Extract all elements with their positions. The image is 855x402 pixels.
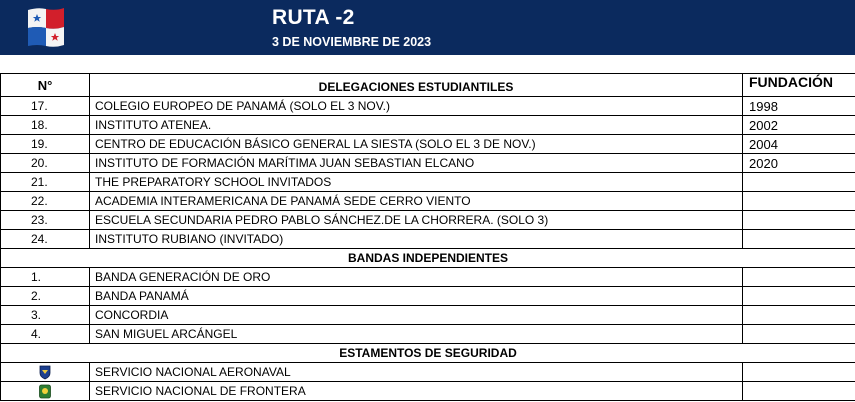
row-number: 1. <box>1 268 90 287</box>
table-row <box>1 154 855 173</box>
table-row <box>1 363 855 382</box>
table-row <box>1 268 855 287</box>
founded-year <box>743 192 855 211</box>
delegation-name: SERVICIO NACIONAL AERONAVAL <box>90 363 743 382</box>
founded-year <box>743 287 855 306</box>
founded-year: 2002 <box>743 116 855 135</box>
delegation-name: INSTITUTO ATENEA. <box>90 116 743 135</box>
delegation-name: INSTITUTO DE FORMACIÓN MARÍTIMA JUAN SEBASTIAN ELCANO <box>90 154 743 173</box>
table-row <box>1 116 855 135</box>
bands-section-row <box>1 249 855 268</box>
security-section-title: ESTAMENTOS DE SEGURIDAD <box>1 344 855 363</box>
frontera-emblem-icon <box>38 384 52 399</box>
delegation-name: CONCORDIA <box>90 306 743 325</box>
table-row <box>1 97 855 116</box>
delegation-name: THE PREPARATORY SCHOOL INVITADOS <box>90 173 743 192</box>
emblem-cell <box>1 382 90 401</box>
delegation-name: INSTITUTO RUBIANO (INVITADO) <box>90 230 743 249</box>
row-number: 3. <box>1 306 90 325</box>
delegation-name: COLEGIO EUROPEO DE PANAMÁ (SOLO EL 3 NOV.) <box>90 97 743 116</box>
delegation-name: SERVICIO NACIONAL DE FRONTERA <box>90 382 743 401</box>
page-title: RUTA -2 <box>272 6 355 29</box>
table-row <box>1 173 855 192</box>
table-row <box>1 382 855 401</box>
delegation-name: ESCUELA SECUNDARIA PEDRO PABLO SÁNCHEZ.DE LA CHORRERA. (SOLO 3) <box>90 211 743 230</box>
page-date: 3 DE NOVIEMBRE DE 2023 <box>272 35 432 49</box>
table-row <box>1 192 855 211</box>
founded-year: 1998 <box>743 97 855 116</box>
table-row <box>1 287 855 306</box>
delegation-name: BANDA GENERACIÓN DE ORO <box>90 268 743 287</box>
founded-year <box>743 268 855 287</box>
delegation-name: ACADEMIA INTERAMERICANA DE PANAMÁ SEDE CERRO VIENTO <box>90 192 743 211</box>
table-row <box>1 135 855 154</box>
delegation-name: SAN MIGUEL ARCÁNGEL <box>90 325 743 344</box>
aeronaval-emblem-icon <box>38 365 52 380</box>
bands-section-title: BANDAS INDEPENDIENTES <box>1 249 855 268</box>
emblem-cell <box>1 363 90 382</box>
panama-flag-icon <box>24 6 68 48</box>
row-number: 22. <box>1 192 90 211</box>
row-number: 17. <box>1 97 90 116</box>
column-header-founded: FUNDACIÓN <box>743 74 855 97</box>
table-row <box>1 325 855 344</box>
row-number: 20. <box>1 154 90 173</box>
row-number: 21. <box>1 173 90 192</box>
delegation-name: CENTRO DE EDUCACIÓN BÁSICO GENERAL LA SIESTA (SOLO EL 3 DE NOV.) <box>90 135 743 154</box>
table-row <box>1 230 855 249</box>
header-banner <box>0 0 855 55</box>
row-number: 24. <box>1 230 90 249</box>
founded-year: 2004 <box>743 135 855 154</box>
founded-year <box>743 306 855 325</box>
row-number: 23. <box>1 211 90 230</box>
row-number: 19. <box>1 135 90 154</box>
delegation-name: BANDA PANAMÁ <box>90 287 743 306</box>
founded-year: 2020 <box>743 154 855 173</box>
security-section-row <box>1 344 855 363</box>
row-number: 2. <box>1 287 90 306</box>
table-header-row <box>1 74 855 97</box>
founded-year <box>743 173 855 192</box>
founded-year <box>743 382 855 401</box>
column-header-delegations: DELEGACIONES ESTUDIANTILES <box>90 74 743 97</box>
founded-year <box>743 230 855 249</box>
founded-year <box>743 211 855 230</box>
column-header-number: N° <box>1 74 90 97</box>
delegations-table <box>0 73 855 401</box>
row-number: 18. <box>1 116 90 135</box>
table-row <box>1 306 855 325</box>
founded-year <box>743 363 855 382</box>
table-row <box>1 211 855 230</box>
founded-year <box>743 325 855 344</box>
row-number: 4. <box>1 325 90 344</box>
